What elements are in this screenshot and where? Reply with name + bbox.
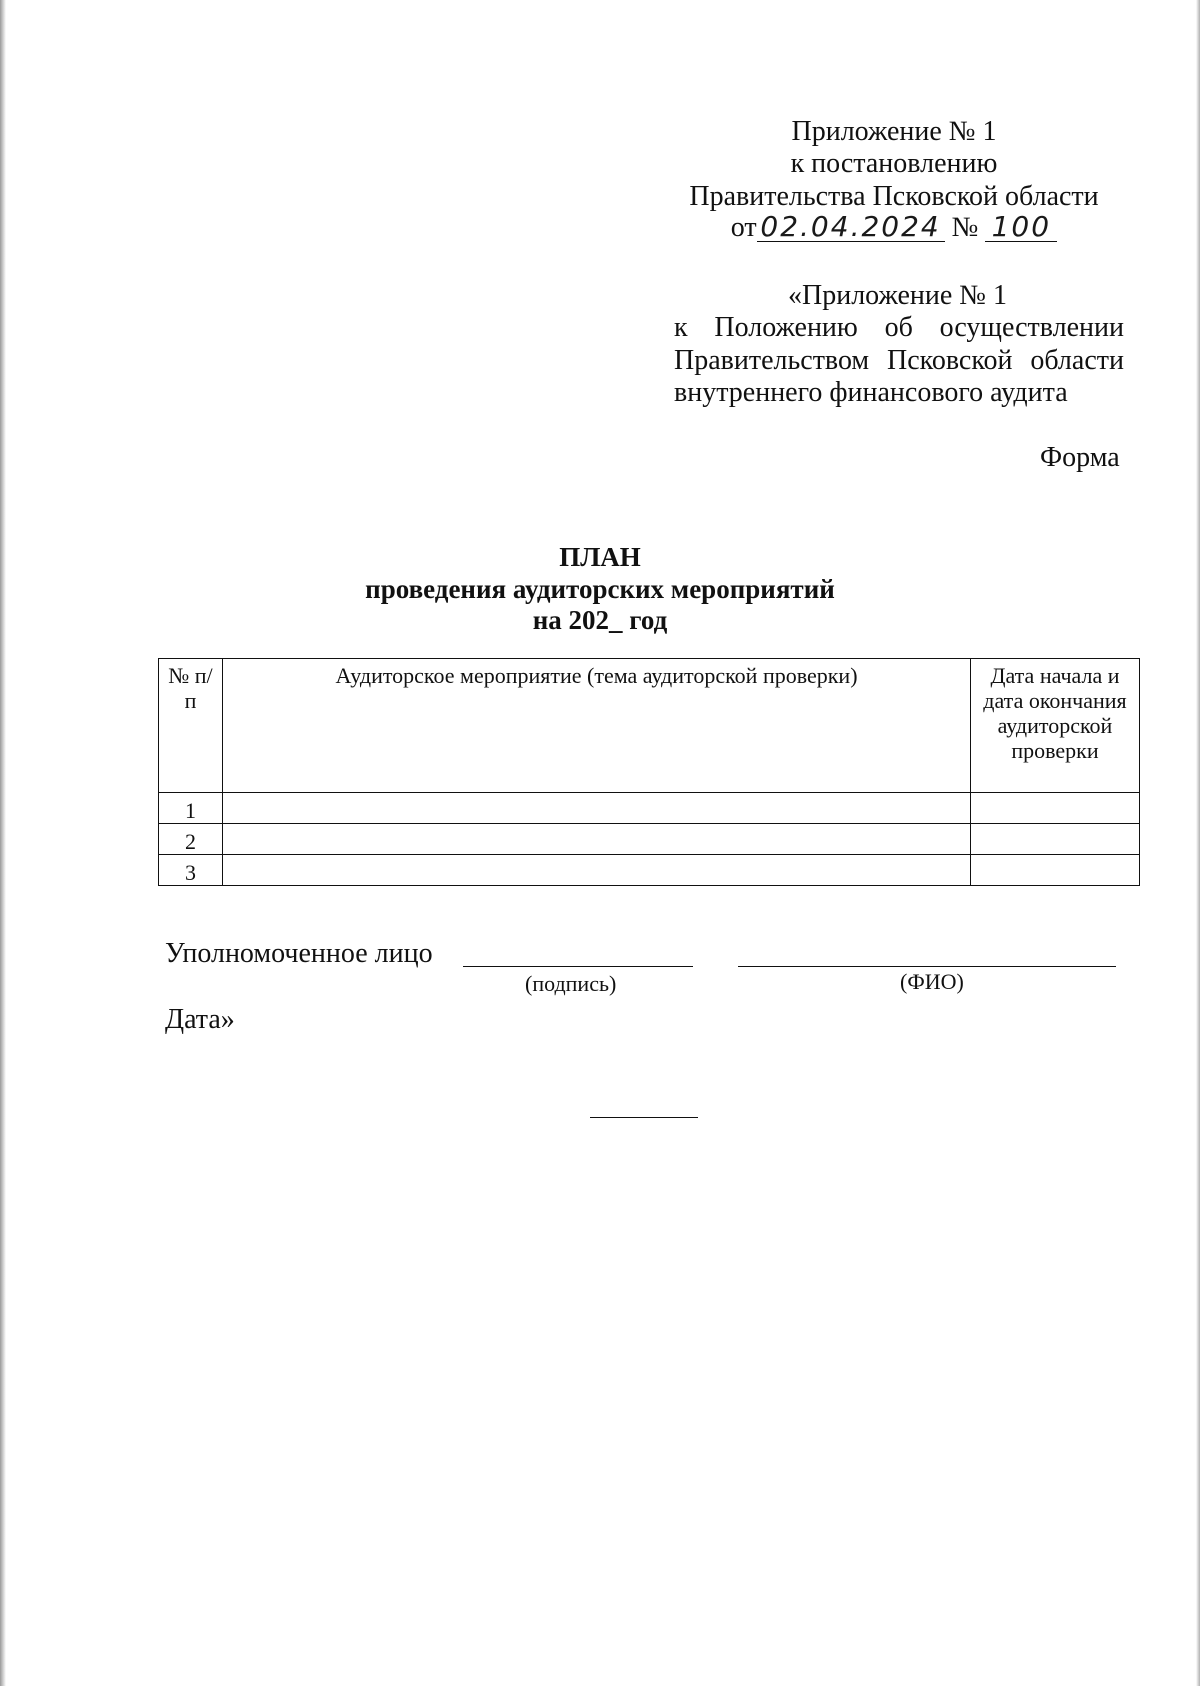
row-event[interactable] (223, 793, 971, 824)
header-num: № п/п (159, 659, 223, 793)
scan-edge-left (0, 0, 6, 1686)
row-dates[interactable] (971, 824, 1140, 855)
table-row (159, 793, 1140, 824)
header-appendix: Приложение № 1 (791, 116, 997, 147)
form-label: Форма (1040, 442, 1120, 473)
table-header-row (159, 659, 1140, 793)
annex-line-2-word: области (1030, 345, 1124, 376)
table-row (159, 824, 1140, 855)
name-caption: (ФИО) (900, 969, 964, 994)
annex-line-1 (674, 312, 1124, 344)
handwritten-number: 100 (985, 213, 1057, 242)
scan-edge-right (1196, 0, 1200, 1686)
row-dates[interactable] (971, 793, 1140, 824)
annex-line-1-word: об (884, 312, 913, 343)
header-date-number-line (684, 212, 1104, 244)
authorized-person-label: Уполномоченное лицо (165, 938, 433, 969)
annex-appendix: «Приложение № 1 (788, 280, 1007, 311)
row-event[interactable] (223, 855, 971, 886)
row-event[interactable] (223, 824, 971, 855)
row-num: 2 (159, 824, 223, 855)
row-dates[interactable] (971, 855, 1140, 886)
row-num: 3 (159, 855, 223, 886)
header-dates: Дата начала и дата окончания аудиторской проверки (971, 659, 1140, 793)
doc-year: на 202_ год (532, 605, 668, 635)
number-prefix: № (951, 212, 979, 243)
row-num: 1 (159, 793, 223, 824)
table-row (159, 855, 1140, 886)
plan-table (158, 658, 1140, 886)
handwritten-date: 02.04.2024 (757, 213, 945, 242)
signature-caption: (подпись) (525, 971, 617, 996)
annex-line-2 (674, 345, 1124, 377)
end-divider (590, 1117, 698, 1118)
header-government: Правительства Псковской области (689, 181, 1099, 212)
annex-line-1-word: Положению (714, 312, 858, 343)
header-to-resolution: к постановлению (790, 148, 998, 179)
annex-line-1-word: осуществлении (939, 312, 1124, 343)
name-line[interactable] (738, 966, 1116, 967)
signature-line[interactable] (463, 966, 693, 967)
annex-line-2-word: Правительством (674, 345, 870, 376)
doc-title: ПЛАН (559, 542, 641, 572)
annex-line-1-word: к (674, 312, 688, 343)
annex-line-2-word: Псковской (887, 345, 1013, 376)
date-label: Дата» (165, 1004, 235, 1035)
annex-line-3: внутреннего финансового аудита (674, 377, 1068, 408)
doc-subtitle: проведения аудиторских мероприятий (365, 574, 835, 604)
header-event: Аудиторское мероприятие (тема аудиторской проверки) (223, 659, 971, 793)
date-prefix: от (730, 212, 757, 243)
